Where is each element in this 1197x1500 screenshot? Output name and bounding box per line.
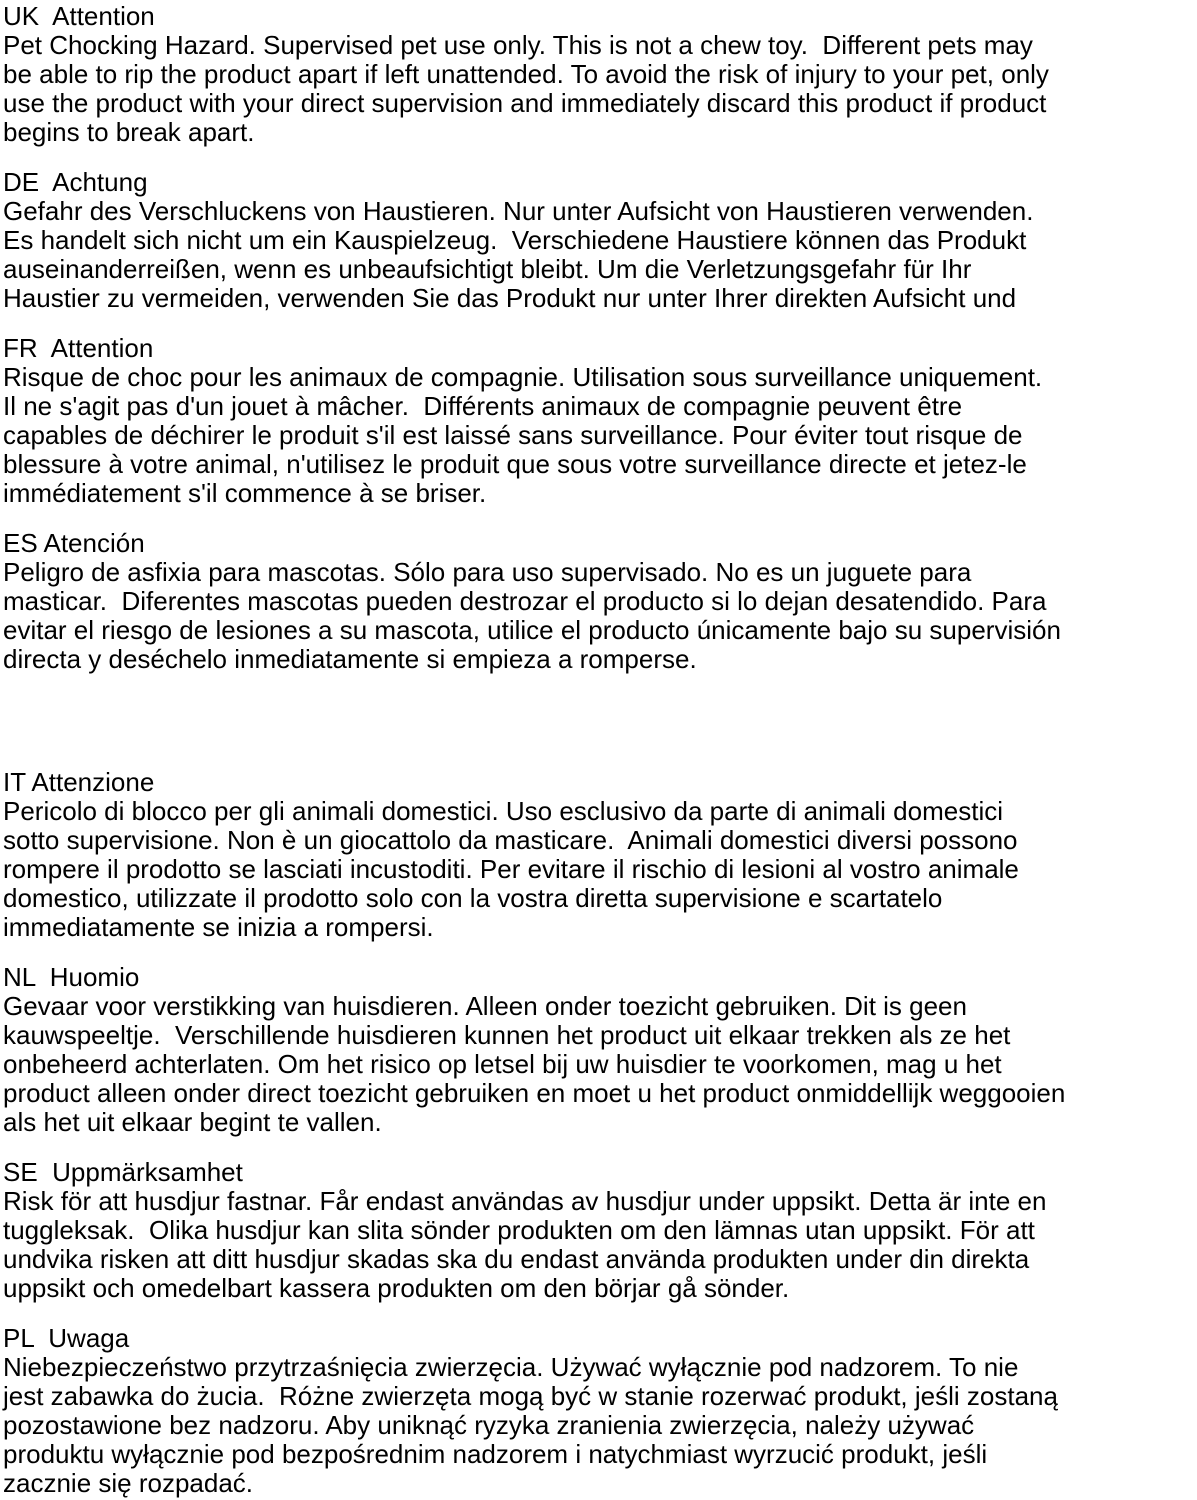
body-line: capables de déchirer le produit s'il est laissé sans surveillance. Pour éviter tout risque de bbox=[3, 420, 1023, 450]
body-line: rompere il prodotto se lasciati incustoditi. Per evitare il rischio di lesioni al vostro animale bbox=[3, 854, 1019, 884]
section-heading-uk: UK Attention bbox=[3, 1, 155, 31]
body-line: evitar el riesgo de lesiones a su mascota, utilice el producto únicamente bajo su supervisión bbox=[3, 615, 1061, 645]
body-line: directa y deséchelo inmediatamente si empieza a romperse. bbox=[3, 644, 697, 674]
section-heading-nl: NL Huomio bbox=[3, 962, 140, 992]
section-heading-de: DE Achtung bbox=[3, 167, 148, 197]
section-heading-fr: FR Attention bbox=[3, 333, 154, 363]
section-body-es bbox=[3, 558, 1197, 674]
body-line: be able to rip the product apart if left unattended. To avoid the risk of injury to your pet, only bbox=[3, 59, 1049, 89]
section-heading-pl: PL Uwaga bbox=[3, 1323, 130, 1353]
body-line: domestico, utilizzate il prodotto solo con la vostra diretta supervisione e scartatelo bbox=[3, 883, 943, 913]
body-line: als het uit elkaar begint te vallen. bbox=[3, 1107, 382, 1137]
section-body-de bbox=[3, 197, 1197, 313]
body-line: undvika risken att ditt husdjur skadas ska du endast använda produkten under din direkta bbox=[3, 1244, 1030, 1274]
section-body-fr bbox=[3, 363, 1197, 508]
body-line: blessure à votre animal, n'utilisez le produit que sous votre surveillance directe et jetez-le bbox=[3, 449, 1027, 479]
body-line: Pet Chocking Hazard. Supervised pet use only. This is not a chew toy. Different pets may bbox=[3, 30, 1033, 60]
section-heading-it: IT Attenzione bbox=[3, 767, 155, 797]
warning-section-it bbox=[3, 768, 1197, 942]
warning-section-uk bbox=[3, 2, 1197, 147]
warning-section-se bbox=[3, 1158, 1197, 1303]
section-body-pl bbox=[3, 1353, 1197, 1498]
body-line: begins to break apart. bbox=[3, 117, 255, 147]
section-heading-es: ES Atención bbox=[3, 528, 145, 558]
warning-section-de bbox=[3, 168, 1197, 313]
body-line: use the product with your direct supervision and immediately discard this product if product bbox=[3, 88, 1047, 118]
body-line: Risque de choc pour les animaux de compagnie. Utilisation sous surveillance uniquement. bbox=[3, 362, 1043, 392]
body-line: Gefahr des Verschluckens von Haustieren. Nur unter Aufsicht von Haustieren verwenden. bbox=[3, 196, 1034, 226]
section-body-uk bbox=[3, 31, 1197, 147]
body-line: Es handelt sich nicht um ein Kauspielzeug. Verschiedene Haustiere können das Produkt bbox=[3, 225, 1027, 255]
body-line: auseinanderreißen, wenn es unbeaufsichtigt bleibt. Um die Verletzungsgefahr für Ihr bbox=[3, 254, 972, 284]
body-line: immediatamente se inizia a rompersi. bbox=[3, 912, 434, 942]
body-line: kauwspeeltje. Verschillende huisdieren kunnen het product uit elkaar trekken als ze het bbox=[3, 1020, 1011, 1050]
body-line: masticar. Diferentes mascotas pueden destrozar el producto si lo dejan desatendido. Para bbox=[3, 586, 1047, 616]
warning-section-es bbox=[3, 529, 1197, 674]
section-body-se bbox=[3, 1187, 1197, 1303]
body-line: Risk för att husdjur fastnar. Får endast användas av husdjur under uppsikt. Detta är inte en bbox=[3, 1186, 1047, 1216]
section-body-it bbox=[3, 797, 1197, 942]
body-line: pozostawione bez nadzoru. Aby uniknąć ryzyka zranienia zwierzęcia, należy używać bbox=[3, 1410, 975, 1440]
body-line: jest zabawka do żucia. Różne zwierzęta mogą być w stanie rozerwać produkt, jeśli zostaną bbox=[3, 1381, 1058, 1411]
warning-section-fr bbox=[3, 334, 1197, 508]
warning-section-nl bbox=[3, 963, 1197, 1137]
body-line: Peligro de asfixia para mascotas. Sólo para uso supervisado. No es un juguete para bbox=[3, 557, 972, 587]
body-line: immédiatement s'il commence à se briser. bbox=[3, 478, 487, 508]
body-line: produktu wyłącznie pod bezpośrednim nadzorem i natychmiast wyrzucić produkt, jeśli bbox=[3, 1439, 988, 1469]
body-line: Il ne s'agit pas d'un jouet à mâcher. Différents animaux de compagnie peuvent être bbox=[3, 391, 963, 421]
section-heading-se: SE Uppmärksamhet bbox=[3, 1157, 243, 1187]
body-line: Pericolo di blocco per gli animali domestici. Uso esclusivo da parte di animali domestici bbox=[3, 796, 1003, 826]
warning-section-pl bbox=[3, 1324, 1197, 1498]
body-line: Haustier zu vermeiden, verwenden Sie das Produkt nur unter Ihrer direkten Aufsicht und bbox=[3, 283, 1017, 313]
body-line: product alleen onder direct toezicht gebruiken en moet u het product onmiddellijk weggooien bbox=[3, 1078, 1066, 1108]
body-line: tuggleksak. Olika husdjur kan slita sönder produkten om den lämnas utan uppsikt. För att bbox=[3, 1215, 1035, 1245]
body-line: Gevaar voor verstikking van huisdieren. Alleen onder toezicht gebruiken. Dit is geen bbox=[3, 991, 967, 1021]
body-line: zacznie się rozpadać. bbox=[3, 1468, 254, 1498]
body-line: onbeheerd achterlaten. Om het risico op letsel bij uw huisdier te voorkomen, mag u het bbox=[3, 1049, 1002, 1079]
section-body-nl bbox=[3, 992, 1197, 1137]
body-line: Niebezpieczeństwo przytrzaśnięcia zwierzęcia. Używać wyłącznie pod nadzorem. To nie bbox=[3, 1352, 1019, 1382]
body-line: sotto supervisione. Non è un giocattolo da masticare. Animali domestici diversi possono bbox=[3, 825, 1018, 855]
body-line: uppsikt och omedelbart kassera produkten om den börjar gå sönder. bbox=[3, 1273, 790, 1303]
